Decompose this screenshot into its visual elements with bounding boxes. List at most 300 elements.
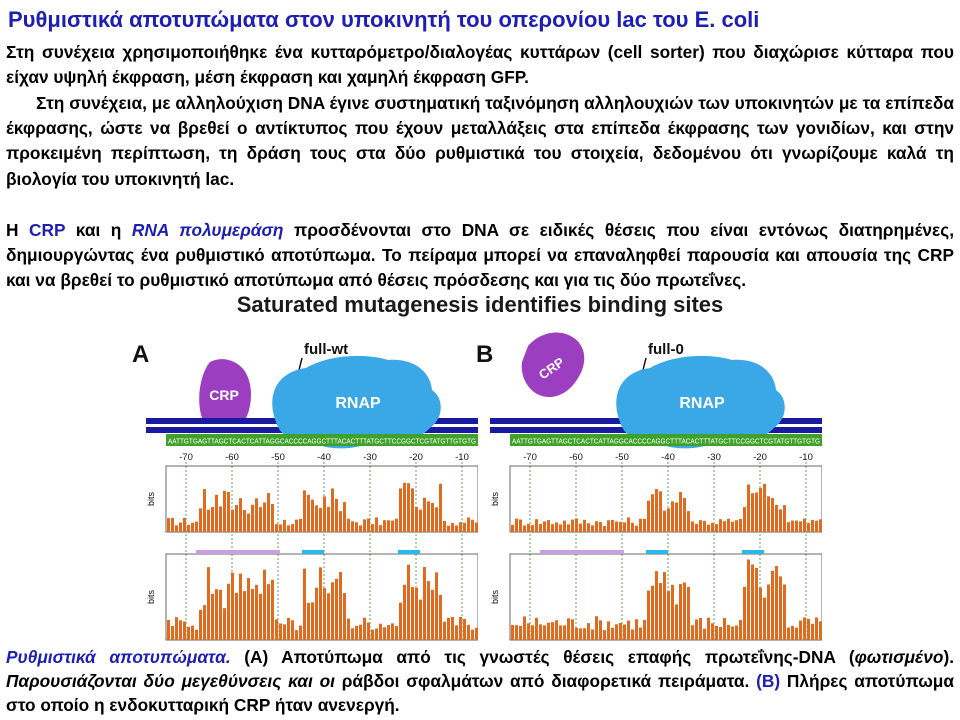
footprint-bar (359, 525, 362, 532)
footprint-bar (795, 521, 798, 532)
footprint-bar (303, 569, 306, 640)
slide-title: Ρυθμιστικά αποτυπώματα στον υποκινητή του οπερονίου lac του E. coli (8, 7, 760, 32)
footprint-bar (663, 572, 666, 640)
footprint-bar (691, 521, 694, 532)
footprint-bar (435, 572, 438, 640)
footprint-bar (179, 620, 182, 640)
crp-site-marker (540, 550, 624, 554)
footprint-bar (303, 490, 306, 532)
footprint-bar (763, 484, 766, 532)
footprint-bar (231, 510, 234, 532)
footprint-bar (419, 600, 422, 640)
footprint-bar (775, 505, 778, 532)
footprint-bar (375, 517, 378, 532)
footprint-bar (567, 618, 570, 640)
footprint-bar (819, 519, 822, 532)
footprint-bar (647, 591, 650, 640)
footprint-bar (399, 603, 402, 640)
footprint-bar (235, 505, 238, 532)
footprint-bar (255, 585, 258, 640)
footprint-bar (547, 623, 550, 640)
footprint-bar (799, 521, 802, 532)
footprint-bar (435, 507, 438, 532)
footprint-bar (787, 628, 790, 640)
footprint-bar (519, 520, 522, 532)
footprint-bar (815, 617, 818, 640)
plot-ylabel: bits (146, 589, 156, 605)
caption-text: (B) (756, 671, 781, 691)
plot-ylabel: bits (490, 491, 500, 507)
footprint-bar (691, 625, 694, 640)
footprint-bar (615, 522, 618, 532)
footprint-bar (535, 618, 538, 640)
footprint-bar (571, 520, 574, 532)
footprint-bar (395, 626, 398, 640)
footprint-bar (747, 484, 750, 532)
condition-label: full-wt (304, 341, 349, 358)
footprint-bar (271, 580, 274, 640)
footprint-bar (403, 585, 406, 640)
footprint-bar (731, 627, 734, 640)
footprint-bar (719, 519, 722, 532)
footprint-bar (551, 622, 554, 640)
footprint-bar (559, 524, 562, 532)
footprint-bar (779, 509, 782, 532)
footprint-bar (443, 622, 446, 640)
tick-label: -40 (317, 452, 331, 463)
footprint-bar (215, 589, 218, 640)
footprint-bar (639, 519, 642, 532)
footprint-bar (247, 514, 250, 532)
footprint-bar (571, 619, 574, 640)
footprint-bar (655, 489, 658, 532)
rnap-label: RNAP (679, 395, 725, 412)
footprint-bar (267, 584, 270, 640)
footprint-bar (327, 507, 330, 532)
caption-text: (A) Αποτύπωμα από τις γνωστές θέσεις επαφής πρωτεΐνης-DNA ( (230, 647, 855, 667)
footprint-bar (187, 627, 190, 640)
footprint-bar (623, 522, 626, 532)
paragraph-cell-sorter: Στη συνέχεια χρησιμοποιήθηκε ένα κυτταρόμετρο/διαλογέας κυττάρων (cell sorter) που διαχώρισε κύτταρα που είχαν υψηλή έκφραση, μέση έκφραση και χαμηλή έκφραση GFP. (6, 42, 954, 88)
footprint-bar (615, 624, 618, 640)
footprint-bar (243, 591, 246, 640)
footprint-bar (527, 524, 530, 532)
footprint-bar (347, 619, 350, 640)
footprint-bar (603, 526, 606, 532)
footprint-bar (575, 628, 578, 640)
footprint-bar (519, 626, 522, 640)
footprint-bar (455, 526, 458, 532)
footprint-bar (631, 523, 634, 532)
footprint-bar (371, 630, 374, 640)
footprint-bar (771, 498, 774, 532)
footprint-bar (367, 518, 370, 532)
footprint-bar (591, 525, 594, 532)
footprint-bar (447, 526, 450, 532)
footprint-bar (739, 519, 742, 532)
footprint-bar (187, 525, 190, 532)
footprint-bar (415, 588, 418, 640)
footprint-bar (635, 526, 638, 532)
panel-letter: A (132, 341, 150, 368)
footprint-bar (771, 571, 774, 640)
footprint-bar (315, 505, 318, 532)
footprint-bar (459, 617, 462, 640)
condition-label: full-0 (648, 341, 684, 358)
footprint-bar (255, 498, 258, 532)
footprint-bar (675, 604, 678, 640)
tick-label: -50 (271, 452, 285, 463)
footprint-bar (659, 491, 662, 532)
footprint-bar (287, 618, 290, 640)
footprint-bar (787, 522, 790, 532)
footprint-bar (811, 520, 814, 532)
footprint-bar (295, 520, 298, 532)
footprint-bar (319, 567, 322, 640)
footprint-bar (195, 522, 198, 532)
footprint-bar (611, 628, 614, 640)
footprint-bar (587, 523, 590, 532)
footprint-bar (543, 521, 546, 532)
footprint-bar (767, 584, 770, 640)
footprint-bar (619, 522, 622, 532)
paragraph-binding (6, 218, 954, 294)
footprint-bar (607, 621, 610, 640)
footprint-bar (579, 628, 582, 640)
footprint-bar (191, 626, 194, 640)
footprint-bar (563, 625, 566, 640)
footprint-bar (387, 625, 390, 640)
footprint-bar (699, 618, 702, 640)
footprint-bar (727, 625, 730, 640)
footprint-bar (427, 581, 430, 640)
footprint-bar (735, 626, 738, 640)
footprint-bar (591, 629, 594, 640)
tick-label: -30 (707, 452, 721, 463)
footprint-bar (295, 630, 298, 640)
footprint-bar (683, 498, 686, 532)
footprint-bar (383, 627, 386, 640)
tick-label: -40 (661, 452, 675, 463)
footprint-bar (763, 598, 766, 640)
footprint-bar (363, 519, 366, 532)
footprint-bar (535, 519, 538, 532)
footprint-bar (367, 623, 370, 640)
panel-letter: B (476, 341, 494, 368)
footprint-bar (655, 571, 658, 640)
footprint-bar (203, 605, 206, 640)
footprint-bar (407, 565, 410, 640)
rnap-site-marker (646, 550, 668, 554)
footprint-bar (299, 519, 302, 532)
footprint-bar (799, 621, 802, 640)
footprint-bar (215, 495, 218, 532)
footprint-bar (355, 626, 358, 640)
footprint-bar (583, 520, 586, 532)
footprint-bar (363, 618, 366, 640)
rnap-term: RNA πολυμεράση (131, 220, 284, 240)
paragraph-sequencing: Στη συνέχεια, με αλληλούχιση DNA έγινε συστηματική ταξινόμηση αλληλουχιών των υποκινητών με τα επίπεδα έκφρασης, ώστε να βρεθεί ο αντίκτυπος που έχουν μεταλλάξεις στα επίπεδα έκφρασης των γονιδίων, και στην προκειμένη περίπτωση, τη δράση τους στα δύο ρυθμιστικά του στοιχεία, δεδομένου ότι γνωρίζουμε καλά τη βιολογία του υποκινητή lac. (6, 93, 954, 189)
footprint-bar (807, 523, 810, 532)
footprint-bar (167, 620, 170, 640)
footprint-bar (323, 588, 326, 640)
tick-label: -20 (409, 452, 423, 463)
footprint-bar (407, 483, 410, 532)
footprint-bar (411, 488, 414, 532)
footprint-bar (291, 524, 294, 532)
footprint-bar (623, 624, 626, 640)
footprint-bar (231, 573, 234, 640)
footprint-bar (803, 519, 806, 532)
footprint-bar (175, 617, 178, 640)
footprint-bar (539, 524, 542, 532)
footprint-bar (243, 510, 246, 532)
footprint-bar (319, 508, 322, 532)
footprint-bar (251, 589, 254, 640)
footprint-bar (795, 628, 798, 640)
footprint-bar (351, 628, 354, 640)
footprint-bar (279, 623, 282, 640)
footprint-bar (731, 522, 734, 532)
footprint-bar (259, 594, 262, 640)
footprint-bar (415, 507, 418, 532)
footprint-bar (259, 507, 262, 532)
footprint-bar (719, 627, 722, 640)
footprint-bar (167, 518, 170, 532)
footprint-bar (747, 560, 750, 640)
footprint-bar (635, 619, 638, 640)
footprint-bar (299, 625, 302, 640)
footprint-bar (279, 524, 282, 532)
footprint-bar (643, 519, 646, 532)
tick-label: -70 (523, 452, 537, 463)
footprint-bar (451, 617, 454, 640)
footprint-bar (203, 489, 206, 532)
footprint-bar (527, 623, 530, 640)
footprint-bar (555, 522, 558, 532)
footprint-bar (343, 502, 346, 532)
footprint-bar (227, 584, 230, 640)
footprint-bar (631, 629, 634, 640)
footprint-bar (715, 626, 718, 640)
footprint-bar (651, 586, 654, 640)
footprint-bar (511, 625, 514, 640)
footprint-bar (211, 594, 214, 640)
footprint-bar (323, 496, 326, 532)
footprint-bar (315, 588, 318, 640)
footprint-bar (291, 620, 294, 640)
footprint-bar (455, 625, 458, 640)
footprint-bar (451, 523, 454, 532)
footprint-bar (683, 582, 686, 640)
footprint-bar (563, 521, 566, 532)
footprint-bar (531, 625, 534, 640)
footprint-bar (183, 621, 186, 640)
footprint-bar (423, 567, 426, 640)
footprint-bar (331, 488, 334, 532)
figure-title: Saturated mutagenesis identifies binding sites (236, 292, 724, 317)
footprint-bar (695, 524, 698, 532)
footprint-bar (371, 524, 374, 532)
tick-label: -20 (753, 452, 767, 463)
footprint-bar (423, 498, 426, 532)
tick-label: -60 (569, 452, 583, 463)
tick-label: -10 (455, 452, 469, 463)
footprint-bar (679, 492, 682, 532)
footprint-bar (275, 524, 278, 532)
footprint-bar (195, 630, 198, 640)
footprint-bar (679, 584, 682, 640)
footprint-bar (463, 619, 466, 640)
footprint-bar (595, 616, 598, 640)
caption-label: Ρυθμιστικά αποτυπώματα. (6, 647, 231, 667)
footprint-bar (239, 574, 242, 640)
footprint-bar (379, 624, 382, 640)
footprint-bar (347, 519, 350, 532)
footprint-bar (603, 630, 606, 640)
footprint-bar (607, 520, 610, 532)
crp-term: CRP (29, 220, 66, 240)
footprint-bar (703, 629, 706, 640)
footprint-bar (599, 522, 602, 532)
caption-text: φωτισμένο (854, 647, 944, 667)
footprint-bar (399, 488, 402, 532)
footprint-bar (379, 525, 382, 532)
footprint-bar (675, 502, 678, 532)
footprint-bar (779, 576, 782, 640)
footprint-bar (735, 520, 738, 532)
footprint-bar (595, 521, 598, 532)
footprint-bar (515, 625, 518, 640)
footprint-bar (171, 518, 174, 532)
footprint-bar (171, 626, 174, 640)
footprint-bar (587, 623, 590, 640)
footprint-bar (175, 525, 178, 532)
footprint-bar (235, 593, 238, 640)
footprint-bar (783, 585, 786, 640)
footprint-bar (191, 523, 194, 532)
rnap-site-marker (302, 550, 324, 554)
caption-text: Πλήρες αποτύπωμα στο οποίο η ενδοκυτταρική CRP ήταν ανενεργή. (6, 671, 954, 715)
footprint-bar (403, 483, 406, 532)
footprint-bar (239, 498, 242, 532)
tick-label: -10 (799, 452, 813, 463)
footprint-bar (755, 492, 758, 532)
footprint-bar (387, 520, 390, 532)
footprint-bar (687, 587, 690, 640)
rnap-site-marker (742, 550, 764, 554)
plot-ylabel: bits (146, 491, 156, 507)
footprint-bar (223, 608, 226, 640)
footprint-bar (343, 593, 346, 640)
footprint-bar (711, 623, 714, 640)
footprint-bar (523, 526, 526, 532)
footprint-bar (207, 510, 210, 532)
footprint-bar (579, 524, 582, 532)
footprint-bar (643, 620, 646, 640)
figure-caption (6, 645, 954, 717)
crp-site-marker (196, 550, 280, 554)
footprint-bar (627, 621, 630, 640)
footprint-bar (639, 627, 642, 640)
footprint-bar (327, 593, 330, 640)
footprint-bar (335, 579, 338, 640)
footprint-bar (711, 523, 714, 532)
panel-b (470, 326, 822, 646)
footprint-bar (759, 587, 762, 640)
footprint-bar (703, 521, 706, 532)
crp-protein (522, 332, 585, 397)
footprint-bar (283, 624, 286, 640)
crp-label: CRP (209, 387, 239, 403)
footprint-bar (307, 603, 310, 640)
rnap-site-marker (398, 550, 420, 554)
footprint-bar (447, 618, 450, 640)
footprint-bar (351, 521, 354, 532)
rnap-label: RNAP (335, 395, 381, 412)
footprint-bar (339, 572, 342, 640)
footprint-bar (283, 520, 286, 532)
footprint-bar (219, 590, 222, 640)
footprint-bar (383, 520, 386, 532)
footprint-bar (707, 525, 710, 532)
footprint-bar (439, 595, 442, 640)
footprint-bar (723, 521, 726, 532)
footprint-bar (723, 618, 726, 640)
footprint-bar (223, 491, 226, 532)
footprint-bar (611, 520, 614, 532)
caption-text: Παρουσιάζονται δύο μεγεθύνσεις και οι (6, 671, 335, 691)
footprint-bar (267, 493, 270, 532)
footprint-bar (335, 499, 338, 532)
footprint-bar (715, 524, 718, 532)
footprint-bar (775, 566, 778, 640)
footprint-bar (647, 501, 650, 532)
footprint-bar (431, 503, 434, 532)
footprint-bar (307, 495, 310, 532)
footprint-bar (459, 522, 462, 532)
footprint-bar (727, 519, 730, 532)
footprint-bar (391, 521, 394, 532)
footprint-bar (339, 511, 342, 532)
footprint-bar (547, 520, 550, 532)
footprint-bar (359, 625, 362, 640)
footprint-bar (699, 520, 702, 532)
footprint-bar (751, 565, 754, 640)
footprint-bar (199, 610, 202, 640)
sequence-text: AATTGTGAGTTAGCTCACTCATTAGGCACCCCAGGCTTTACACTTTATGCTTCCGGCTCGTATGTTGTGTG (168, 438, 476, 446)
footprint-bar (759, 488, 762, 532)
footprint-bar (207, 567, 210, 640)
footprint-bar (743, 587, 746, 640)
footprint-bar (331, 582, 334, 640)
footprint-bar (667, 508, 670, 532)
tick-label: -50 (615, 452, 629, 463)
footprint-bar (355, 522, 358, 532)
footprint-bar (663, 511, 666, 532)
footprint-bar (651, 494, 654, 532)
sequence-text: AATTGTGAGTTAGCTCACTCATTAGGCACCCCAGGCTTTACACTTTATGCTTCCGGCTCGTATGTTGTGTG (512, 438, 820, 446)
footprint-bar (767, 496, 770, 532)
footprint-bar (523, 616, 526, 640)
tick-label: -30 (363, 452, 377, 463)
footprint-bar (219, 506, 222, 532)
footprint-bar (375, 628, 378, 640)
footprint-bar (659, 583, 662, 640)
footprint-bar (671, 585, 674, 640)
footprint-bar (671, 501, 674, 532)
footprint-bar (687, 511, 690, 532)
